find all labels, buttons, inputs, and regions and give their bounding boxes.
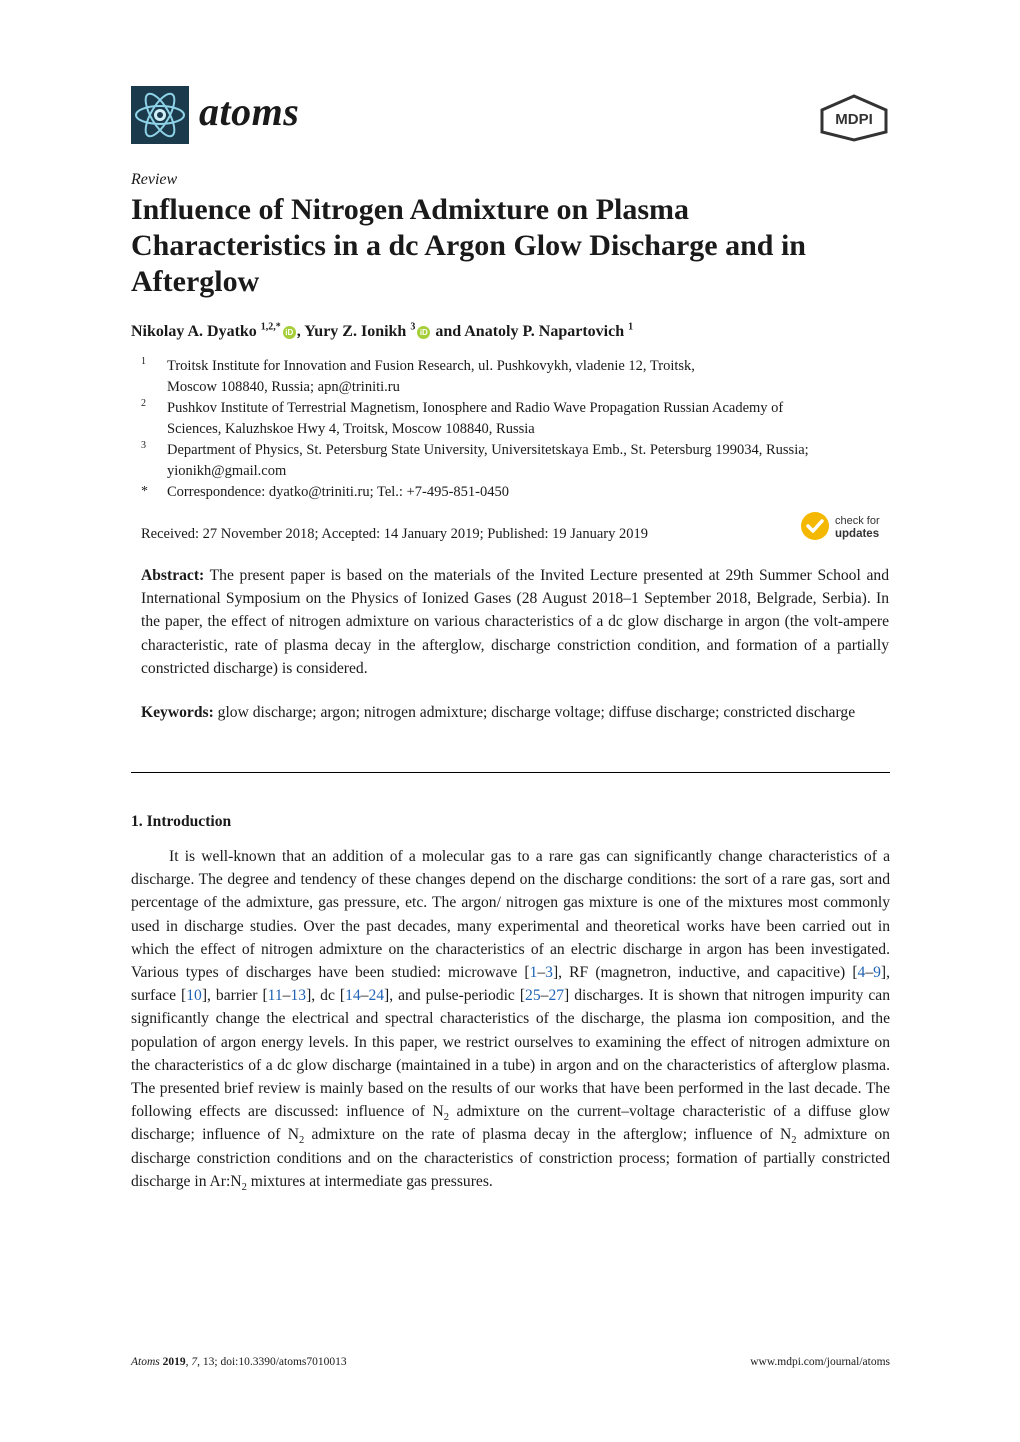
journal-url-link[interactable]: www.mdpi.com/journal/atoms xyxy=(750,1356,890,1368)
text-run: – xyxy=(282,987,291,1005)
citation-link[interactable]: 10 xyxy=(186,987,202,1005)
footer-doi: , 13; doi:10.3390/atoms7010013 xyxy=(197,1356,347,1368)
text-run: – xyxy=(360,987,369,1005)
citation-link[interactable]: 14 xyxy=(345,987,361,1005)
author-affiliation-mark: 3 xyxy=(410,321,416,333)
author-affiliation-mark: 1,2,* xyxy=(260,321,281,333)
author-separator: , xyxy=(296,323,305,340)
affiliation-number: 2 xyxy=(141,398,146,409)
abstract xyxy=(141,564,889,680)
keywords-text: glow discharge; argon; nitrogen admixture; discharge voltage; diffuse discharge; constricted discharge xyxy=(217,704,856,721)
keywords xyxy=(141,701,889,724)
affiliation-number: 1 xyxy=(141,356,146,367)
orcid-icon[interactable]: iD xyxy=(417,326,430,339)
affiliation-line: Correspondence: dyatko@triniti.ru; Tel.: +7-495-851-0450 xyxy=(167,484,510,500)
introduction-paragraph xyxy=(131,845,890,1193)
citation-link[interactable]: 9 xyxy=(873,964,881,982)
footer-journal: Atoms xyxy=(131,1356,160,1368)
text-run: admixture on the rate of plasma decay in the afterglow; influence of N xyxy=(304,1126,792,1144)
text-run: – xyxy=(865,964,874,982)
page-title: Influence of Nitrogen Admixture on Plasma Characteristics in a dc Argon Glow Discharge and in Afterglow xyxy=(131,193,806,298)
text-run: mixtures at intermediate gas pressures. xyxy=(246,1172,493,1190)
affiliation-text xyxy=(167,398,892,440)
text-run: admixture on the current–voltage characteristic of a diffuse glow discharge; influence of N xyxy=(131,1103,891,1144)
text-run: ], dc [ xyxy=(306,987,346,1005)
footer-year: 2019 xyxy=(162,1356,186,1368)
citation-footer: Atoms 2019, 7, 13; doi:10.3390/atoms7010013 xyxy=(131,1356,347,1368)
affiliation-text xyxy=(167,440,892,482)
text-run: ], RF (magnetron, inductive, and capacitive) [ xyxy=(552,964,858,982)
citation-link[interactable]: 11 xyxy=(267,987,283,1005)
check-updates-line1: check for xyxy=(835,515,880,527)
citation-link[interactable]: 13 xyxy=(290,987,307,1005)
affiliation-line: Department of Physics, St. Petersburg State University, Universitetskaya Emb., St. Petersburg 199034, Russia; xyxy=(167,442,809,458)
citation-link[interactable]: 1 xyxy=(529,964,538,982)
affiliation-number: 3 xyxy=(141,440,146,451)
text-run: ], and pulse-periodic [ xyxy=(384,987,526,1005)
section-heading: 1. Introduction xyxy=(131,813,232,830)
affiliation-text xyxy=(167,482,892,503)
subscript: 2 xyxy=(443,1112,449,1124)
article-type: Review xyxy=(131,171,178,188)
citation-link[interactable]: 24 xyxy=(368,987,385,1005)
abstract-text: The present paper is based on the materials of the Invited Lecture presented at 29th Summer School and International Symposium on the Physics of Ionized Gases (28 August 2018–1 September 2018, Belgrade, Serbia). In the paper, the effect of nitrogen admixture on various characteristics of a dc glow discharge in argon (the volt-ampere characteristic, rate of plasma decay in the afterglow, discharge constriction condition, and formation of a partially constricted discharge) is considered. xyxy=(141,567,889,677)
affiliation-line: yionikh@gmail.com xyxy=(167,463,287,479)
text-run: admixture on discharge constriction conditions and on the characteristics of constriction process; formation of partially constricted discharge in Ar:N xyxy=(131,1126,890,1190)
text-run: It is well-known that an addition of a molecular gas to a rare gas can significantly change characteristics of a discharge. The degree and tendency of these changes depend on the discharge conditions: the sort of a rare gas, sort and percentage of the admixture, gas pressure, etc. The argon/ nitrogen gas mixture is one of the mixtures most commonly used in discharge studies. Over the past decades, many experimental and theoretical works have been carried out in which the effect of nitrogen admixture on the characteristics of an electric discharge in argon has been investigated. Various types of discharges have been studied: microwave [ xyxy=(131,848,890,982)
affiliation-text xyxy=(167,356,892,398)
mdpi-logo-icon xyxy=(818,94,890,142)
text-run: ], barrier [ xyxy=(201,987,268,1005)
citation-link[interactable]: 25 xyxy=(525,987,541,1005)
author-list xyxy=(131,322,891,342)
author-name: Nikolay A. Dyatko xyxy=(131,323,261,340)
citation-link[interactable]: 27 xyxy=(548,987,565,1005)
affiliation-number: * xyxy=(141,484,148,499)
author-affiliation-mark: 1 xyxy=(628,321,634,333)
author-separator: and xyxy=(431,323,465,340)
author-name: Anatoly P. Napartovich xyxy=(464,323,629,340)
text-run: ], surface [ xyxy=(131,964,890,1005)
journal-logo-icon xyxy=(131,86,189,144)
text-run: ] discharges. It is shown that nitrogen impurity can significantly change the electrical and spectral characteristics of the discharge, the plasma ion composition, and the population of argon energy levels. In this paper, we restrict ourselves to examining the effect of nitrogen admixture on the characteristics of a dc glow discharge (maintained in a tube) in argon and on the characteristics of afterglow plasma. The presented brief review is mainly based on the results of our works that have been performed in the last decade. The following effects are discussed: influence of N xyxy=(131,987,890,1121)
affiliation-line: Troitsk Institute for Innovation and Fusion Research, ul. Pushkovykh, vladenie 12, Troitsk, xyxy=(167,358,695,374)
subscript: 2 xyxy=(241,1181,247,1193)
journal-name: atoms xyxy=(199,89,300,134)
affiliation-line: Pushkov Institute of Terrestrial Magnetism, Ionosphere and Radio Wave Propagation Russian Academy of xyxy=(167,400,784,416)
citation-link[interactable]: 3 xyxy=(545,964,553,982)
footer-volume: 7 xyxy=(191,1356,198,1368)
check-updates-line2: updates xyxy=(835,528,880,540)
keywords-label: Keywords: xyxy=(141,704,214,721)
affiliation-line: Moscow 108840, Russia; apn@triniti.ru xyxy=(167,379,400,395)
author-name: Yury Z. Ionikh xyxy=(304,323,411,340)
subscript: 2 xyxy=(299,1135,305,1147)
citation-link[interactable]: 4 xyxy=(857,964,866,982)
text-run: – xyxy=(540,987,549,1005)
subscript: 2 xyxy=(791,1135,797,1147)
section-divider xyxy=(131,772,890,773)
publisher-name: MDPI xyxy=(835,111,873,128)
publication-dates: Received: 27 November 2018; Accepted: 14 January 2019; Published: 19 January 2019 xyxy=(141,526,648,542)
orcid-icon[interactable]: iD xyxy=(283,326,296,339)
text-run: – xyxy=(537,964,546,982)
abstract-label: Abstract: xyxy=(141,567,205,584)
check-for-updates-button[interactable] xyxy=(800,510,892,542)
affiliation-line: Sciences, Kaluzhskoe Hwy 4, Troitsk, Moscow 108840, Russia xyxy=(167,421,535,437)
